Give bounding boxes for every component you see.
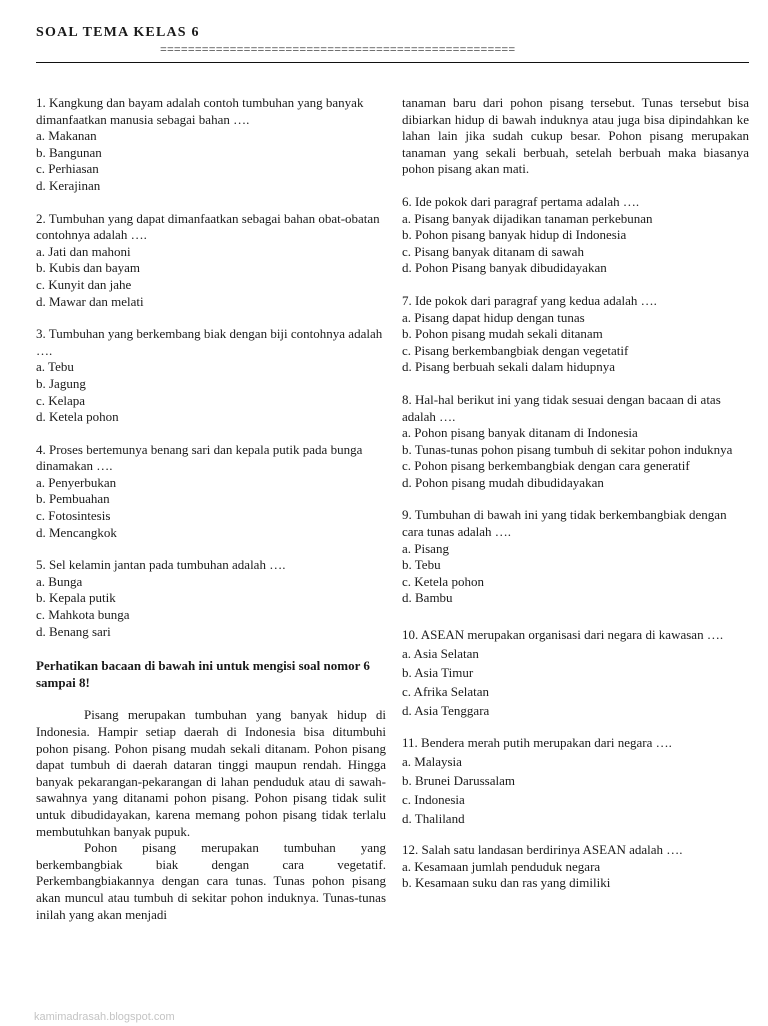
- option-d: d. Mawar dan melati: [36, 293, 144, 309]
- option-a: a. Pisang dapat hidup dengan tunas: [402, 309, 585, 325]
- question-text: 9. Tumbuhan di bawah ini yang tidak berkembangbiak dengan cara tunas adalah ….: [402, 507, 727, 540]
- option-a: a. Pisang: [402, 540, 449, 556]
- option-d: d. Thaliland: [402, 811, 465, 827]
- question-text: 3. Tumbuhan yang berkembang biak dengan biji contohnya adalah ….: [36, 326, 383, 358]
- reading-paragraph-1: Pisang merupakan tumbuhan yang banyak hidup di Indonesia. Hampir setiap daerah di Indonesia bisa ditumbuhi pohon pisang. Pohon pisang mudah sekali ditanam. Pohon pisang dapat tumbuh di daerah dataran tinggi maupun rendah. Hingga banyak pekarangan-pekarangan di lahan penduduk atau di sawah-sawahnya yang ditanami pohon pisang. Pohon pisang tidak sulit untuk dibudidayakan, karena memang pohon pisang tidak terlalu membutuhkan banyak pupuk.: [36, 707, 386, 839]
- question-text: 7. Ide pokok dari paragraf yang kedua adalah ….: [402, 292, 657, 308]
- option-c: c. Indonesia: [402, 792, 465, 808]
- reading-paragraph-2: Pohon pisang merupakan tumbuhan yang berkembangbiak biak dengan cara vegetatif. Perkembangbiakannya dengan cara tunas. Tunas pohon pisang akan muncul atau tumbuh di sekitar pohon induknya. Tunas-tunas inilah yang akan menjadi: [36, 840, 386, 922]
- option-c: c. Pisang berkembangbiak dengan vegetatif: [402, 342, 629, 358]
- option-a: a. Bunga: [36, 573, 83, 589]
- question-text: 10. ASEAN merupakan organisasi dari negara di kawasan ….: [402, 627, 724, 643]
- option-b: b. Pohon pisang banyak hidup di Indonesia: [402, 227, 627, 243]
- option-c: c. Pohon pisang berkembangbiak dengan cara generatif: [402, 458, 690, 474]
- reading-instruction: Perhatikan bacaan di bawah ini untuk mengisi soal nomor 6 sampai 8!: [36, 658, 370, 690]
- option-b: b. Tunas-tunas pohon pisang tumbuh di sekitar pohon induknya: [402, 441, 733, 457]
- question-7: [402, 293, 749, 376]
- question-text: 5. Sel kelamin jantan pada tumbuhan adalah ….: [36, 557, 286, 573]
- question-4: [36, 442, 386, 542]
- question-2: [36, 211, 386, 311]
- question-6: [402, 194, 749, 277]
- right-column: [402, 95, 749, 892]
- option-c: c. Perhiasan: [36, 161, 99, 177]
- option-b: b. Brunei Darussalam: [402, 773, 516, 789]
- left-column: [36, 95, 386, 923]
- header-separator-text: ===================================================: [160, 42, 516, 56]
- question-text: 11. Bendera merah putih merupakan dari negara ….: [402, 735, 672, 751]
- option-d: d. Pisang berbuah sekali dalam hidupnya: [402, 359, 616, 375]
- question-10: [402, 625, 749, 720]
- option-d: d. Kerajinan: [36, 177, 101, 193]
- option-c: c. Pisang banyak ditanam di sawah: [402, 243, 584, 259]
- option-a: a. Asia Selatan: [402, 646, 479, 662]
- option-a: a. Penyerbukan: [36, 474, 117, 490]
- option-b: b. Pohon pisang mudah sekali ditanam: [402, 326, 603, 342]
- option-d: d. Bambu: [402, 590, 453, 606]
- question-text: 8. Hal-hal berikut ini yang tidak sesuai dengan bacaan di atas adalah ….: [402, 391, 721, 424]
- option-c: c. Ketela pohon: [402, 573, 484, 589]
- option-a: a. Pisang banyak dijadikan tanaman perkebunan: [402, 210, 653, 226]
- option-b: b. Kesamaan suku dan ras yang dimiliki: [402, 875, 611, 891]
- header-rule: [36, 62, 749, 63]
- option-a: a. Jati dan mahoni: [36, 243, 131, 259]
- option-a: a. Malaysia: [402, 754, 462, 770]
- option-b: b. Kubis dan bayam: [36, 260, 140, 276]
- question-text: 6. Ide pokok dari paragraf pertama adalah ….: [402, 193, 640, 209]
- option-b: b. Bangunan: [36, 144, 102, 160]
- question-11: [402, 733, 749, 828]
- option-c: c. Fotosintesis: [36, 508, 111, 524]
- option-c: c. Kunyit dan jahe: [36, 276, 132, 292]
- question-text: 1. Kangkung dan bayam adalah contoh tumbuhan yang banyak dimanfaatkan manusia sebagai bahan ….: [36, 95, 364, 127]
- option-a: a. Kesamaan jumlah penduduk negara: [402, 858, 601, 874]
- option-b: b. Kepala putik: [36, 590, 116, 606]
- page-title: SOAL TEMA KELAS 6: [36, 25, 200, 40]
- option-d: d. Mencangkok: [36, 524, 117, 540]
- option-b: b. Asia Timur: [402, 665, 474, 681]
- question-text: 12. Salah satu landasan berdirinya ASEAN adalah ….: [402, 842, 683, 858]
- option-d: d. Pohon pisang mudah dibudidayakan: [402, 474, 604, 490]
- option-a: a. Tebu: [36, 359, 74, 375]
- question-8: [402, 392, 749, 492]
- question-5: [36, 557, 386, 640]
- option-b: b. Jagung: [36, 375, 86, 391]
- option-b: b. Tebu: [402, 557, 441, 573]
- option-d: d. Ketela pohon: [36, 409, 119, 425]
- option-d: d. Pohon Pisang banyak dibudidayakan: [402, 260, 607, 276]
- question-text: 2. Tumbuhan yang dapat dimanfaatkan sebagai bahan obat-obatan contohnya adalah ….: [36, 210, 380, 243]
- question-text: 4. Proses bertemunya benang sari dan kepala putik pada bunga dinamakan ….: [36, 441, 363, 474]
- option-b: b. Pembuahan: [36, 491, 110, 507]
- option-a: a. Makanan: [36, 128, 97, 144]
- reading-paragraph-2-continued: tanaman baru dari pohon pisang tersebut. Tunas tersebut bisa dibiarkan hidup di bawah induknya atau juga bisa dipindahkan ke lahan lain jika sudah cukup besar. Pohon pisang merupakan tanaman yang sekali berbuah, setelah berbuah maka biasanya pohon pisang akan mati.: [402, 95, 749, 177]
- option-d: d. Benang sari: [36, 623, 111, 639]
- option-c: c. Afrika Selatan: [402, 684, 489, 700]
- watermark-text: kamimadrasah.blogspot.com: [34, 1011, 175, 1023]
- question-1: [36, 95, 386, 195]
- question-12: [402, 842, 749, 892]
- option-a: a. Pohon pisang banyak ditanam di Indonesia: [402, 425, 638, 441]
- option-c: c. Kelapa: [36, 392, 86, 408]
- question-3: [36, 326, 386, 426]
- option-c: c. Mahkota bunga: [36, 607, 130, 623]
- option-d: d. Asia Tenggara: [402, 703, 490, 719]
- question-9: [402, 507, 749, 607]
